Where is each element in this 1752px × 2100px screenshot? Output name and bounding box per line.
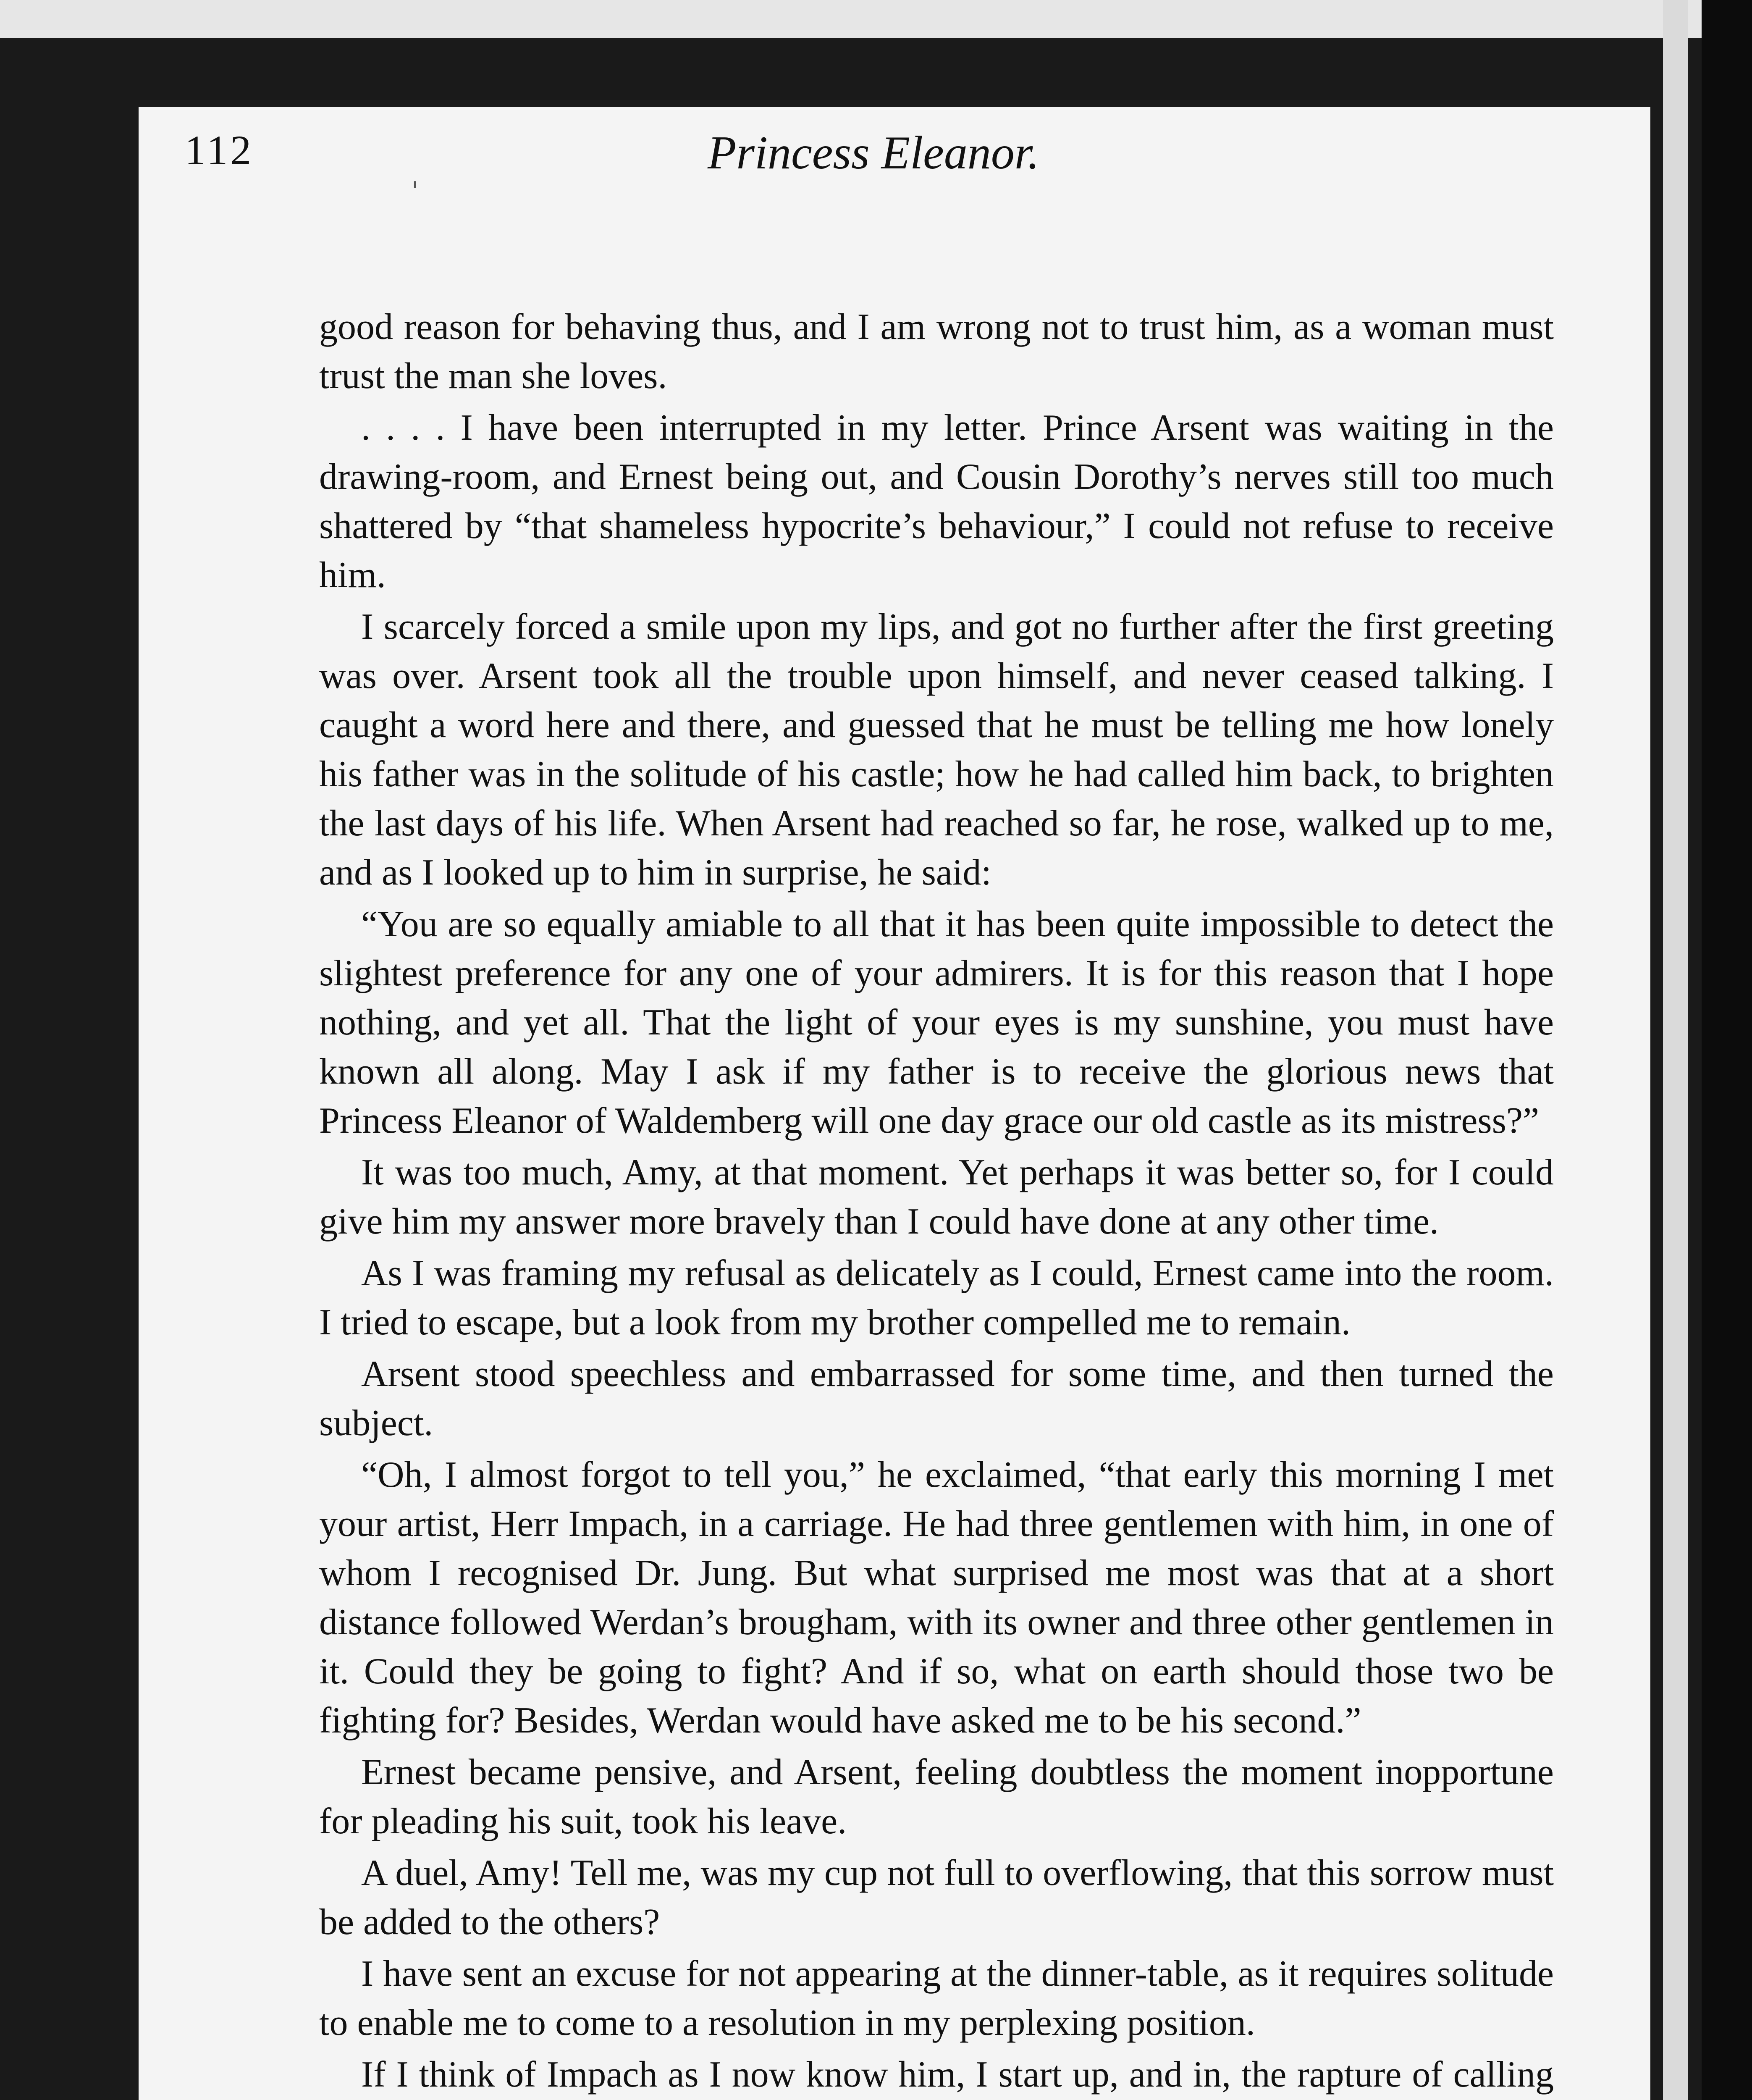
paragraph-7: Arsent stood speechless and embarrassed for some time, and then turned the subject. [319, 1354, 1554, 1444]
page-number: 112 [185, 127, 254, 173]
paragraph-9: Ernest became pensive, and Arsent, feeling doubtless the moment inopportune for pleading his suit, took his leave. [319, 1752, 1554, 1842]
paragraph-5: It was too much, Amy, at that moment. Yet perhaps it was better so, for I could give him my answer more bravely than I could have done at any other time. [319, 1152, 1554, 1242]
paragraph-12: If I think of Impach as I now know him, I start up, and in, the rapture of calling [361, 2054, 1554, 2095]
paragraph-2: . . . . I have been interrupted in my letter. Prince Arsent was waiting in the drawing-room, and Ernest being out, and Cousin Dorothy’s nerves still too much shattered by “that shameless hypocrite’s behaviour,” I could not refuse to receive him. [319, 407, 1554, 596]
scan-top-edge [0, 0, 1752, 38]
paragraph-1: good reason for behaving thus, and I am wrong not to trust him, as a woman must trust the man she loves. [319, 307, 1554, 396]
paragraph-10: A duel, Amy! Tell me, was my cup not full to overflowing, that this sorrow must be added to the others? [319, 1853, 1554, 1942]
paragraph-6: As I was framing my refusal as delicately as I could, Ernest came into the room. I tried to escape, but a look from my brother compelled me to remain. [319, 1253, 1554, 1343]
running-title: Princess Eleanor. [707, 127, 1040, 179]
paragraph-8: “Oh, I almost forgot to tell you,” he exclaimed, “that early this morning I met your artist, Herr Impach, in a carriage. He had three gentlemen with him, in one of whom I recognised Dr. Jung. But what surprised me most was that at a short distance followed Werdan’s brougham, with its owner and three other gentlemen in it. Could they be going to fight? And if so, what on earth should those two be fighting for? Besides, Werdan would have asked me to be his second.” [319, 1454, 1554, 1741]
scan-right-edge [1702, 0, 1752, 2100]
adjacent-page-edge [1663, 0, 1688, 2100]
scan-speck: ' [412, 176, 419, 206]
paragraph-11: I have sent an excuse for not appearing at the dinner-table, as it requires solitude to enable me to come to a resolution in my perplexing position. [319, 1953, 1554, 2043]
body-text [319, 302, 1554, 2100]
page-header [185, 126, 1562, 185]
paragraph-4: “You are so equally amiable to all that it has been quite impossible to detect the slightest preference for any one of your admirers. It is for this reason that I hope nothing, and yet all. That the light of your eyes is my sunshine, you must have known all along. May I ask if my father is to receive the glorious news that Princess Eleanor of Waldemberg will one day grace our old castle as its mistress?” [319, 904, 1554, 1141]
paragraph-3: I scarcely forced a smile upon my lips, and got no further after the first greeting was over. Arsent took all the trouble upon himself, and never ceased talking. I caught a word here and there, and guessed that he must be telling me how lonely his father was in the solitude of his castle; how he had called him back, to brighten the last days of his life. When Arsent had reached so far, he rose, walked up to me, and as I looked up to him in surprise, he said: [319, 606, 1554, 893]
